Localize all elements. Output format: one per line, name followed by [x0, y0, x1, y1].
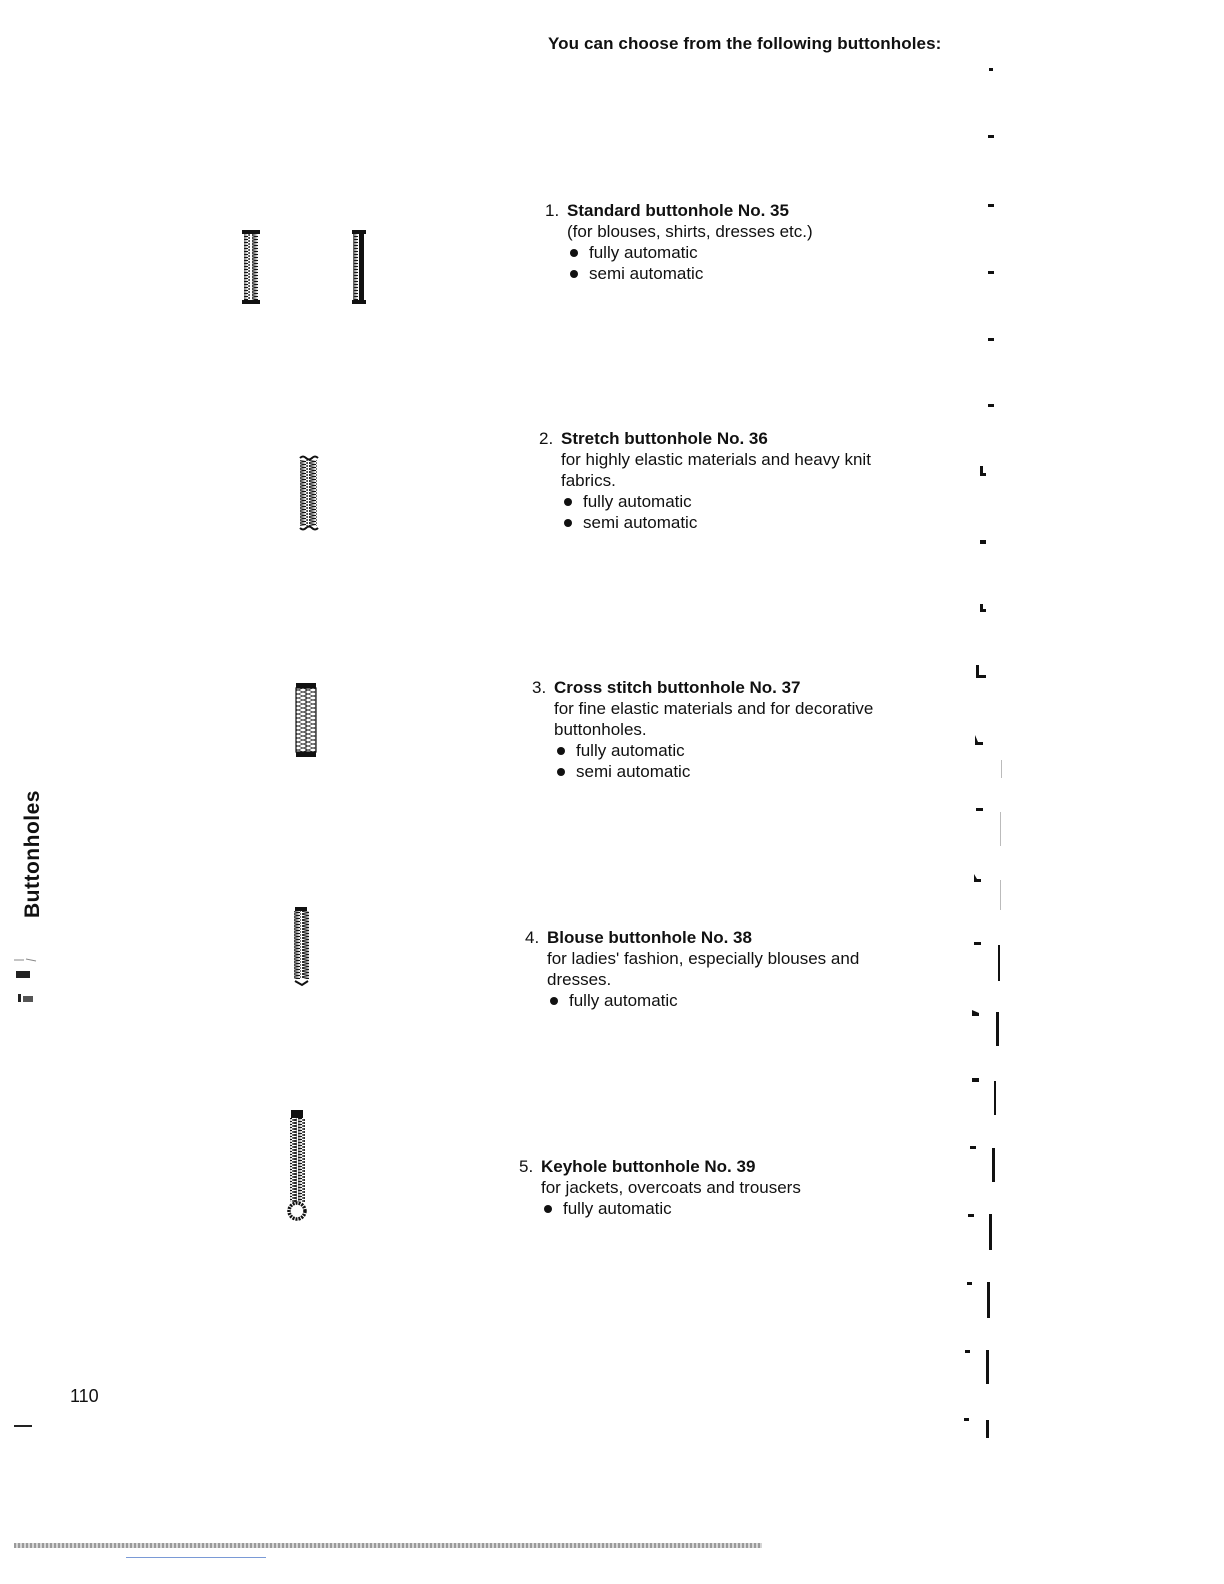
- buttonhole-entry-1: [545, 200, 905, 284]
- entry-number: 3.: [532, 678, 547, 697]
- entry-number: 1.: [545, 201, 560, 220]
- option-item: semi automatic: [567, 263, 905, 284]
- entry-number: 5.: [519, 1157, 534, 1176]
- buttonhole-entry-3: [532, 677, 912, 782]
- entry-options: [532, 740, 912, 782]
- entry-number: 2.: [539, 429, 554, 448]
- entry-title: Standard buttonhole No. 35: [567, 201, 789, 220]
- entry-description: for fine elastic materials and for decorative buttonholes.: [554, 699, 874, 739]
- entry-title: Blouse buttonhole No. 38: [547, 928, 752, 947]
- scan-artifact: [12, 992, 42, 1004]
- entry-title: Cross stitch buttonhole No. 37: [554, 678, 801, 697]
- entry-description: for highly elastic materials and heavy knit fabrics.: [561, 450, 871, 490]
- page-edge-marks: [950, 0, 1010, 1460]
- entry-options: [519, 1198, 879, 1219]
- entry-heading: [519, 1156, 879, 1177]
- intro-text: You can choose from the following buttonholes:: [548, 34, 942, 53]
- entry-number: 4.: [525, 928, 540, 947]
- option-item: fully automatic: [541, 1198, 879, 1219]
- option-item: semi automatic: [561, 512, 909, 533]
- entry-heading: [539, 428, 909, 449]
- entry-options: [539, 491, 909, 533]
- stretch-buttonhole-icon: [296, 454, 322, 534]
- option-item: fully automatic: [567, 242, 905, 263]
- section-label: Buttonholes: [21, 790, 44, 918]
- buttonhole-entry-2: [539, 428, 909, 533]
- entry-heading: [532, 677, 912, 698]
- option-item: fully automatic: [554, 740, 912, 761]
- entry-title: Stretch buttonhole No. 36: [561, 429, 768, 448]
- entry-description: for ladies' fashion, especially blouses and dresses.: [547, 949, 860, 989]
- cross-stitch-buttonhole-icon: [293, 680, 321, 760]
- scan-artifact: [12, 956, 42, 964]
- option-item: fully automatic: [547, 990, 900, 1011]
- blouse-buttonhole-icon: [290, 905, 314, 987]
- option-item: fully automatic: [561, 491, 909, 512]
- entry-description: for jackets, overcoats and trousers: [541, 1178, 801, 1197]
- entry-options: [545, 242, 905, 284]
- entry-heading: [545, 200, 905, 221]
- entry-options: [525, 990, 900, 1011]
- page-number: 110: [70, 1386, 99, 1406]
- buttonhole-entry-4: [525, 927, 900, 1011]
- entry-description: (for blouses, shirts, dresses etc.): [567, 222, 813, 241]
- scan-artifact: [14, 1425, 32, 1427]
- scan-artifact: [12, 968, 42, 980]
- option-item: semi automatic: [554, 761, 912, 782]
- scan-edge-line: [126, 1557, 266, 1558]
- standard-buttonhole-icon: [238, 226, 373, 308]
- entry-title: Keyhole buttonhole No. 39: [541, 1157, 756, 1176]
- keyhole-buttonhole-icon: [282, 1108, 312, 1224]
- entry-heading: [525, 927, 900, 948]
- buttonhole-entry-5: [519, 1156, 879, 1219]
- scan-edge-strip: [14, 1543, 762, 1548]
